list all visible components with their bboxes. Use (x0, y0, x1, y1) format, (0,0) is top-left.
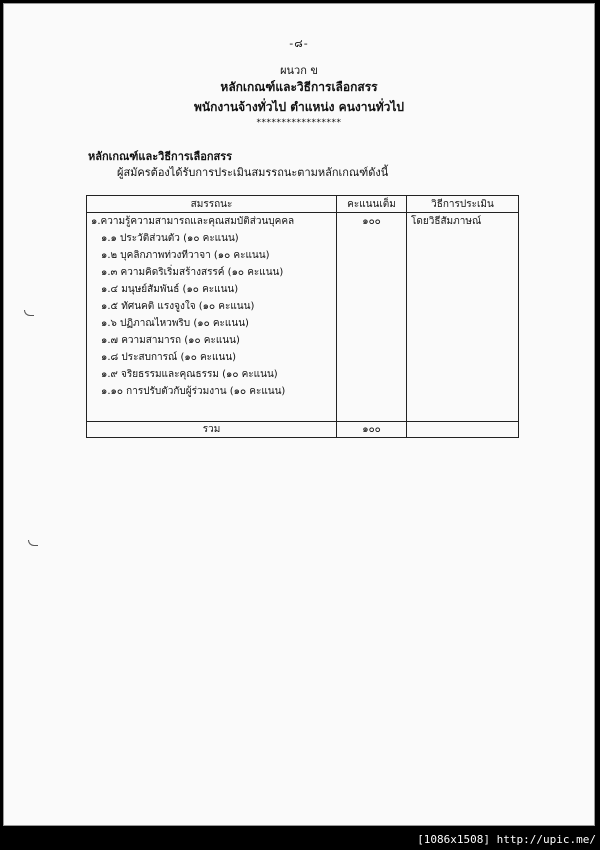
main-item: ๑.ความรู้ความสามารถและคุณสมบัติส่วนบุคคล (91, 216, 295, 227)
list-item: ๑.๓ ความคิดริเริ่มสร้างสรรค์ (๑๐ คะแนน) (101, 267, 284, 278)
method-cell (407, 213, 519, 422)
section-title: หลักเกณฑ์และวิธีการเลือกสรร (88, 150, 233, 163)
document-page (3, 3, 595, 826)
header-method: วิธีการประเมิน (407, 196, 519, 213)
list-item: ๑.๒ บุคลิกภาพท่วงทีวาจา (๑๐ คะแนน) (101, 250, 270, 261)
list-item: ๑.๙ จริยธรรมและคุณธรรม (๑๐ คะแนน) (101, 369, 278, 380)
table-body-row (87, 213, 519, 422)
annex-label: ผนวก ข (280, 64, 318, 77)
total-row (87, 422, 519, 438)
table-header-row (87, 196, 519, 213)
document-title: หลักเกณฑ์และวิธีการเลือกสรร (220, 80, 378, 94)
main-score: ๑๐๐ (362, 216, 381, 227)
list-item: ๑.๑ ประวัติส่วนตัว (๑๐ คะแนน) (101, 233, 239, 244)
list-item: ๑.๑๐ การปรับตัวกับผู้ร่วมงาน (๑๐ คะแนน) (101, 386, 286, 397)
list-item: ๑.๖ ปฏิภาณไหวพริบ (๑๐ คะแนน) (101, 318, 249, 329)
total-score: ๑๐๐ (337, 422, 407, 438)
total-label: รวม (87, 422, 337, 438)
list-item: ๑.๘ ประสบการณ์ (๑๐ คะแนน) (101, 352, 237, 363)
list-item: ๑.๔ มนุษย์สัมพันธ์ (๑๐ คะแนน) (101, 284, 239, 295)
star-divider: ***************** (256, 118, 342, 128)
section-subtitle: ผู้สมัครต้องได้รับการประเมินสมรรถนะตามหลักเกณฑ์ดังนี้ (117, 166, 389, 179)
page-number: -๘- (289, 37, 309, 50)
competency-list (91, 213, 332, 400)
header-full-score: คะแนนเต็ม (337, 196, 407, 213)
competency-cell (87, 213, 337, 422)
criteria-table (86, 195, 519, 438)
list-item: ๑.๕ ทัศนคติ แรงจูงใจ (๑๐ คะแนน) (101, 301, 255, 312)
scan-mark (28, 540, 38, 546)
list-item: ๑.๗ ความสามารถ (๑๐ คะแนน) (101, 335, 240, 346)
header-competency: สมรรถนะ (87, 196, 337, 213)
total-empty-cell (407, 422, 519, 438)
watermark-url: [1086x1508] http://upic.me/ (417, 833, 596, 846)
scan-mark (24, 310, 34, 316)
position-title: พนักงานจ้างทั่วไป ตำแหน่ง คนงานทั่วไป (193, 100, 405, 114)
method-text: โดยวิธีสัมภาษณ์ (411, 216, 482, 227)
score-cell (337, 213, 407, 422)
